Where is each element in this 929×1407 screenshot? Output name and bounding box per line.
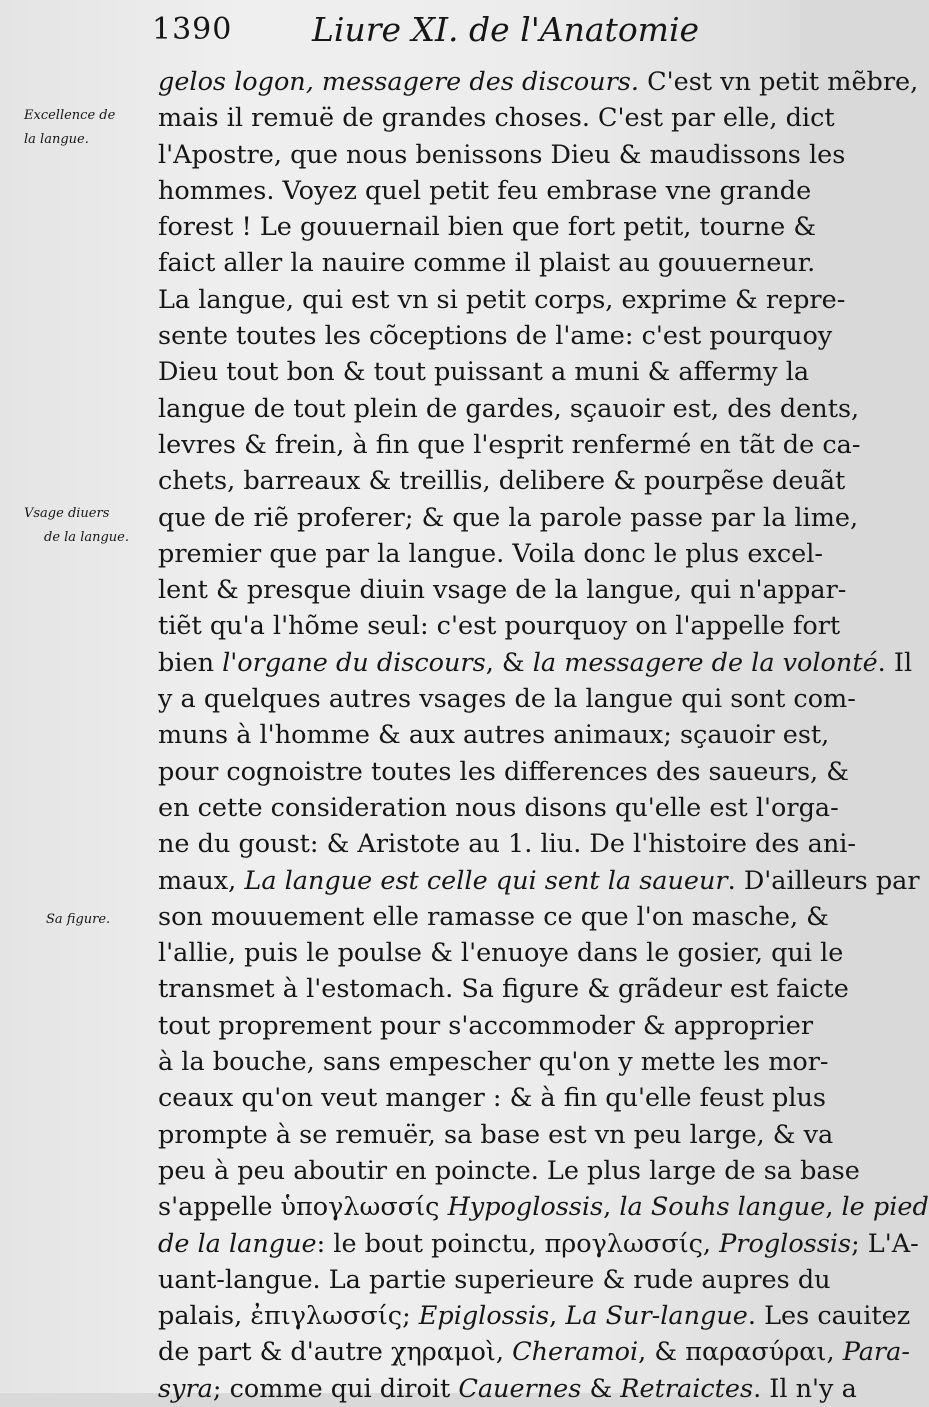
italic-segment: Retraictes bbox=[620, 1373, 754, 1404]
text-line bbox=[158, 572, 847, 608]
text-segment: ; comme qui diroit bbox=[212, 1373, 459, 1404]
text-line bbox=[158, 1153, 860, 1189]
text-line bbox=[158, 1226, 919, 1262]
text-segment: C'est vn petit mẽbre, bbox=[639, 67, 919, 97]
text-line bbox=[158, 1117, 834, 1153]
text-segment: l'Apostre, que nous benissons Dieu & maudissons les bbox=[158, 139, 846, 170]
text-segment: ceaux qu'on veut manger : & à fin qu'elle feust plus bbox=[158, 1083, 826, 1114]
text-segment: : le bout poinctu, προγλωσσίς, bbox=[316, 1228, 720, 1259]
margin-note-line: Vsage diuers bbox=[24, 506, 110, 521]
text-segment: uant-langue. La partie superieure & rude aupres du bbox=[158, 1264, 831, 1295]
italic-segment: de la langue bbox=[158, 1228, 317, 1259]
text-segment: prompte à se remuër, sa base est vn peu large, & va bbox=[158, 1119, 834, 1150]
text-line bbox=[158, 1008, 814, 1044]
text-segment: tiẽt qu'a l'hõme seul: c'est pourquoy on l'appelle fort bbox=[158, 611, 841, 642]
margin-note-figure bbox=[24, 908, 180, 932]
italic-segment: Cheramoi bbox=[512, 1337, 639, 1368]
text-segment: de part & d'autre χηραμοὶ, bbox=[158, 1337, 513, 1368]
text-segment: . D'ailleurs par bbox=[727, 865, 920, 896]
text-line bbox=[158, 717, 830, 753]
italic-segment: syra bbox=[158, 1373, 213, 1404]
text-line bbox=[158, 463, 846, 499]
text-segment: mais il remuë de grandes choses. C'est par elle, dict bbox=[158, 103, 835, 134]
italic-segment: La Sur-langue bbox=[565, 1301, 748, 1332]
text-segment: palais, ἐπιγλωσσίς; bbox=[158, 1301, 419, 1332]
text-line bbox=[158, 790, 839, 826]
text-line bbox=[158, 100, 835, 136]
text-line bbox=[158, 282, 846, 318]
text-segment: ; L'A- bbox=[851, 1228, 919, 1259]
text-segment: & bbox=[581, 1373, 621, 1404]
text-line bbox=[158, 1044, 829, 1080]
text-segment: chets, barreaux & treillis, delibere & pourpẽse deuãt bbox=[158, 466, 846, 497]
text-line bbox=[158, 173, 812, 209]
text-line bbox=[158, 681, 856, 717]
text-segment: peu à peu aboutir en poincte. Le plus large de sa base bbox=[158, 1155, 860, 1186]
text-line bbox=[158, 899, 829, 935]
italic-segment: l'organe du discours bbox=[222, 647, 486, 678]
text-segment: en cette consideration nous disons qu'elle est l'orga- bbox=[158, 792, 839, 823]
text-segment: y a quelques autres vsages de la langue qui sont com- bbox=[158, 684, 856, 715]
text-line bbox=[158, 391, 860, 427]
text-segment: ne du goust: & Aristote au 1. liu. De l'histoire des ani- bbox=[158, 829, 857, 860]
text-line bbox=[158, 354, 810, 390]
text-segment: tout proprement pour s'accommoder & approprier bbox=[158, 1010, 814, 1041]
text-line bbox=[158, 500, 859, 536]
text-segment: . Il bbox=[877, 647, 913, 678]
text-line bbox=[158, 935, 844, 971]
text-segment: . Il n'y a bbox=[753, 1373, 857, 1404]
text-line bbox=[158, 427, 861, 463]
italic-segment: Proglossis bbox=[719, 1228, 852, 1259]
margin-note-vsage bbox=[24, 502, 158, 550]
italic-segment: La langue est celle qui sent la saueur bbox=[244, 865, 728, 896]
text-line bbox=[158, 971, 849, 1007]
text-line bbox=[158, 645, 913, 681]
italic-segment: Cauernes bbox=[458, 1373, 582, 1404]
text-line bbox=[158, 754, 849, 790]
text-line bbox=[158, 536, 823, 572]
margin-note-excellence bbox=[24, 104, 158, 152]
italic-segment: le pied bbox=[841, 1192, 929, 1223]
text-line bbox=[158, 64, 919, 100]
text-segment: , bbox=[549, 1301, 566, 1332]
text-segment: muns à l'homme & aux autres animaux; sçauoir est, bbox=[158, 720, 830, 751]
text-line bbox=[158, 1080, 826, 1116]
text-segment: s'appelle ὑπογλωσσίς bbox=[158, 1192, 448, 1223]
page-number: 1390 bbox=[152, 12, 233, 47]
text-segment: son mouuement elle ramasse ce que l'on masche, & bbox=[158, 901, 829, 932]
text-segment: lent & presque diuin vsage de la langue, qui n'appar- bbox=[158, 575, 847, 606]
text-line bbox=[158, 1262, 831, 1298]
text-line bbox=[158, 826, 857, 862]
text-segment: . Les cauitez bbox=[747, 1301, 911, 1332]
italic-segment: la messagere de la volonté bbox=[532, 647, 878, 678]
text-segment: levres & frein, à fin que l'esprit renfermé en tãt de ca- bbox=[158, 429, 861, 460]
text-segment: , & bbox=[485, 647, 533, 678]
margin-note-line: la langue. bbox=[24, 132, 89, 147]
italic-segment: Hypoglossis bbox=[447, 1192, 604, 1223]
text-segment: sente toutes les cõceptions de l'ame: c'est pourquoy bbox=[158, 321, 833, 352]
text-segment: Dieu tout bon & tout puissant a muni & affermy la bbox=[158, 357, 810, 388]
margin-note-line: de la langue. bbox=[44, 530, 129, 545]
text-line bbox=[158, 137, 846, 173]
text-segment: l'allie, puis le poulse & l'enuoye dans le gosier, qui le bbox=[158, 938, 844, 969]
text-segment: , bbox=[603, 1192, 620, 1223]
text-segment: maux, bbox=[158, 865, 245, 896]
text-segment: faict aller la nauire comme il plaist au gouuerneur. bbox=[158, 248, 816, 279]
text-line bbox=[158, 1334, 910, 1370]
text-segment: transmet à l'estomach. Sa figure & grãdeur est faicte bbox=[158, 974, 849, 1005]
italic-segment: la Souhs langue bbox=[619, 1192, 826, 1223]
text-line bbox=[158, 209, 817, 245]
text-segment: bien bbox=[158, 647, 223, 678]
text-line bbox=[158, 245, 816, 281]
margin-note-line: Sa figure. bbox=[46, 912, 111, 927]
text-segment: hommes. Voyez quel petit feu embrase vne grande bbox=[158, 175, 812, 206]
text-line bbox=[158, 318, 833, 354]
margin-note-line: Excellence de bbox=[24, 108, 116, 123]
italic-segment: Para- bbox=[842, 1337, 910, 1368]
italic-segment: Epiglossis bbox=[418, 1301, 550, 1332]
text-segment: , & παρασύραι, bbox=[638, 1337, 843, 1368]
text-segment: La langue, qui est vn si petit corps, exprime & repre- bbox=[158, 284, 846, 315]
text-segment: pour cognoistre toutes les differences des saueurs, & bbox=[158, 756, 849, 787]
italic-segment: gelos logon, messagere des discours. bbox=[158, 67, 639, 97]
text-segment: forest ! Le gouuernail bien que fort petit, tourne & bbox=[158, 212, 817, 243]
text-line bbox=[158, 1298, 911, 1334]
running-title: Liure XI. de l'Anatomie bbox=[312, 10, 700, 49]
text-segment: à la bouche, sans empescher qu'on y mette les mor- bbox=[158, 1047, 829, 1078]
text-line bbox=[158, 608, 841, 644]
body-text bbox=[158, 64, 929, 1407]
text-line bbox=[158, 1189, 929, 1225]
text-segment: langue de tout plein de gardes, sçauoir est, des dents, bbox=[158, 393, 860, 424]
text-segment: que de riẽ proferer; & que la parole passe par la lime, bbox=[158, 502, 859, 533]
text-line bbox=[158, 1371, 857, 1407]
text-segment: premier que par la langue. Voila donc le plus excel- bbox=[158, 538, 823, 569]
text-segment: , bbox=[825, 1192, 842, 1223]
text-line bbox=[158, 863, 920, 899]
